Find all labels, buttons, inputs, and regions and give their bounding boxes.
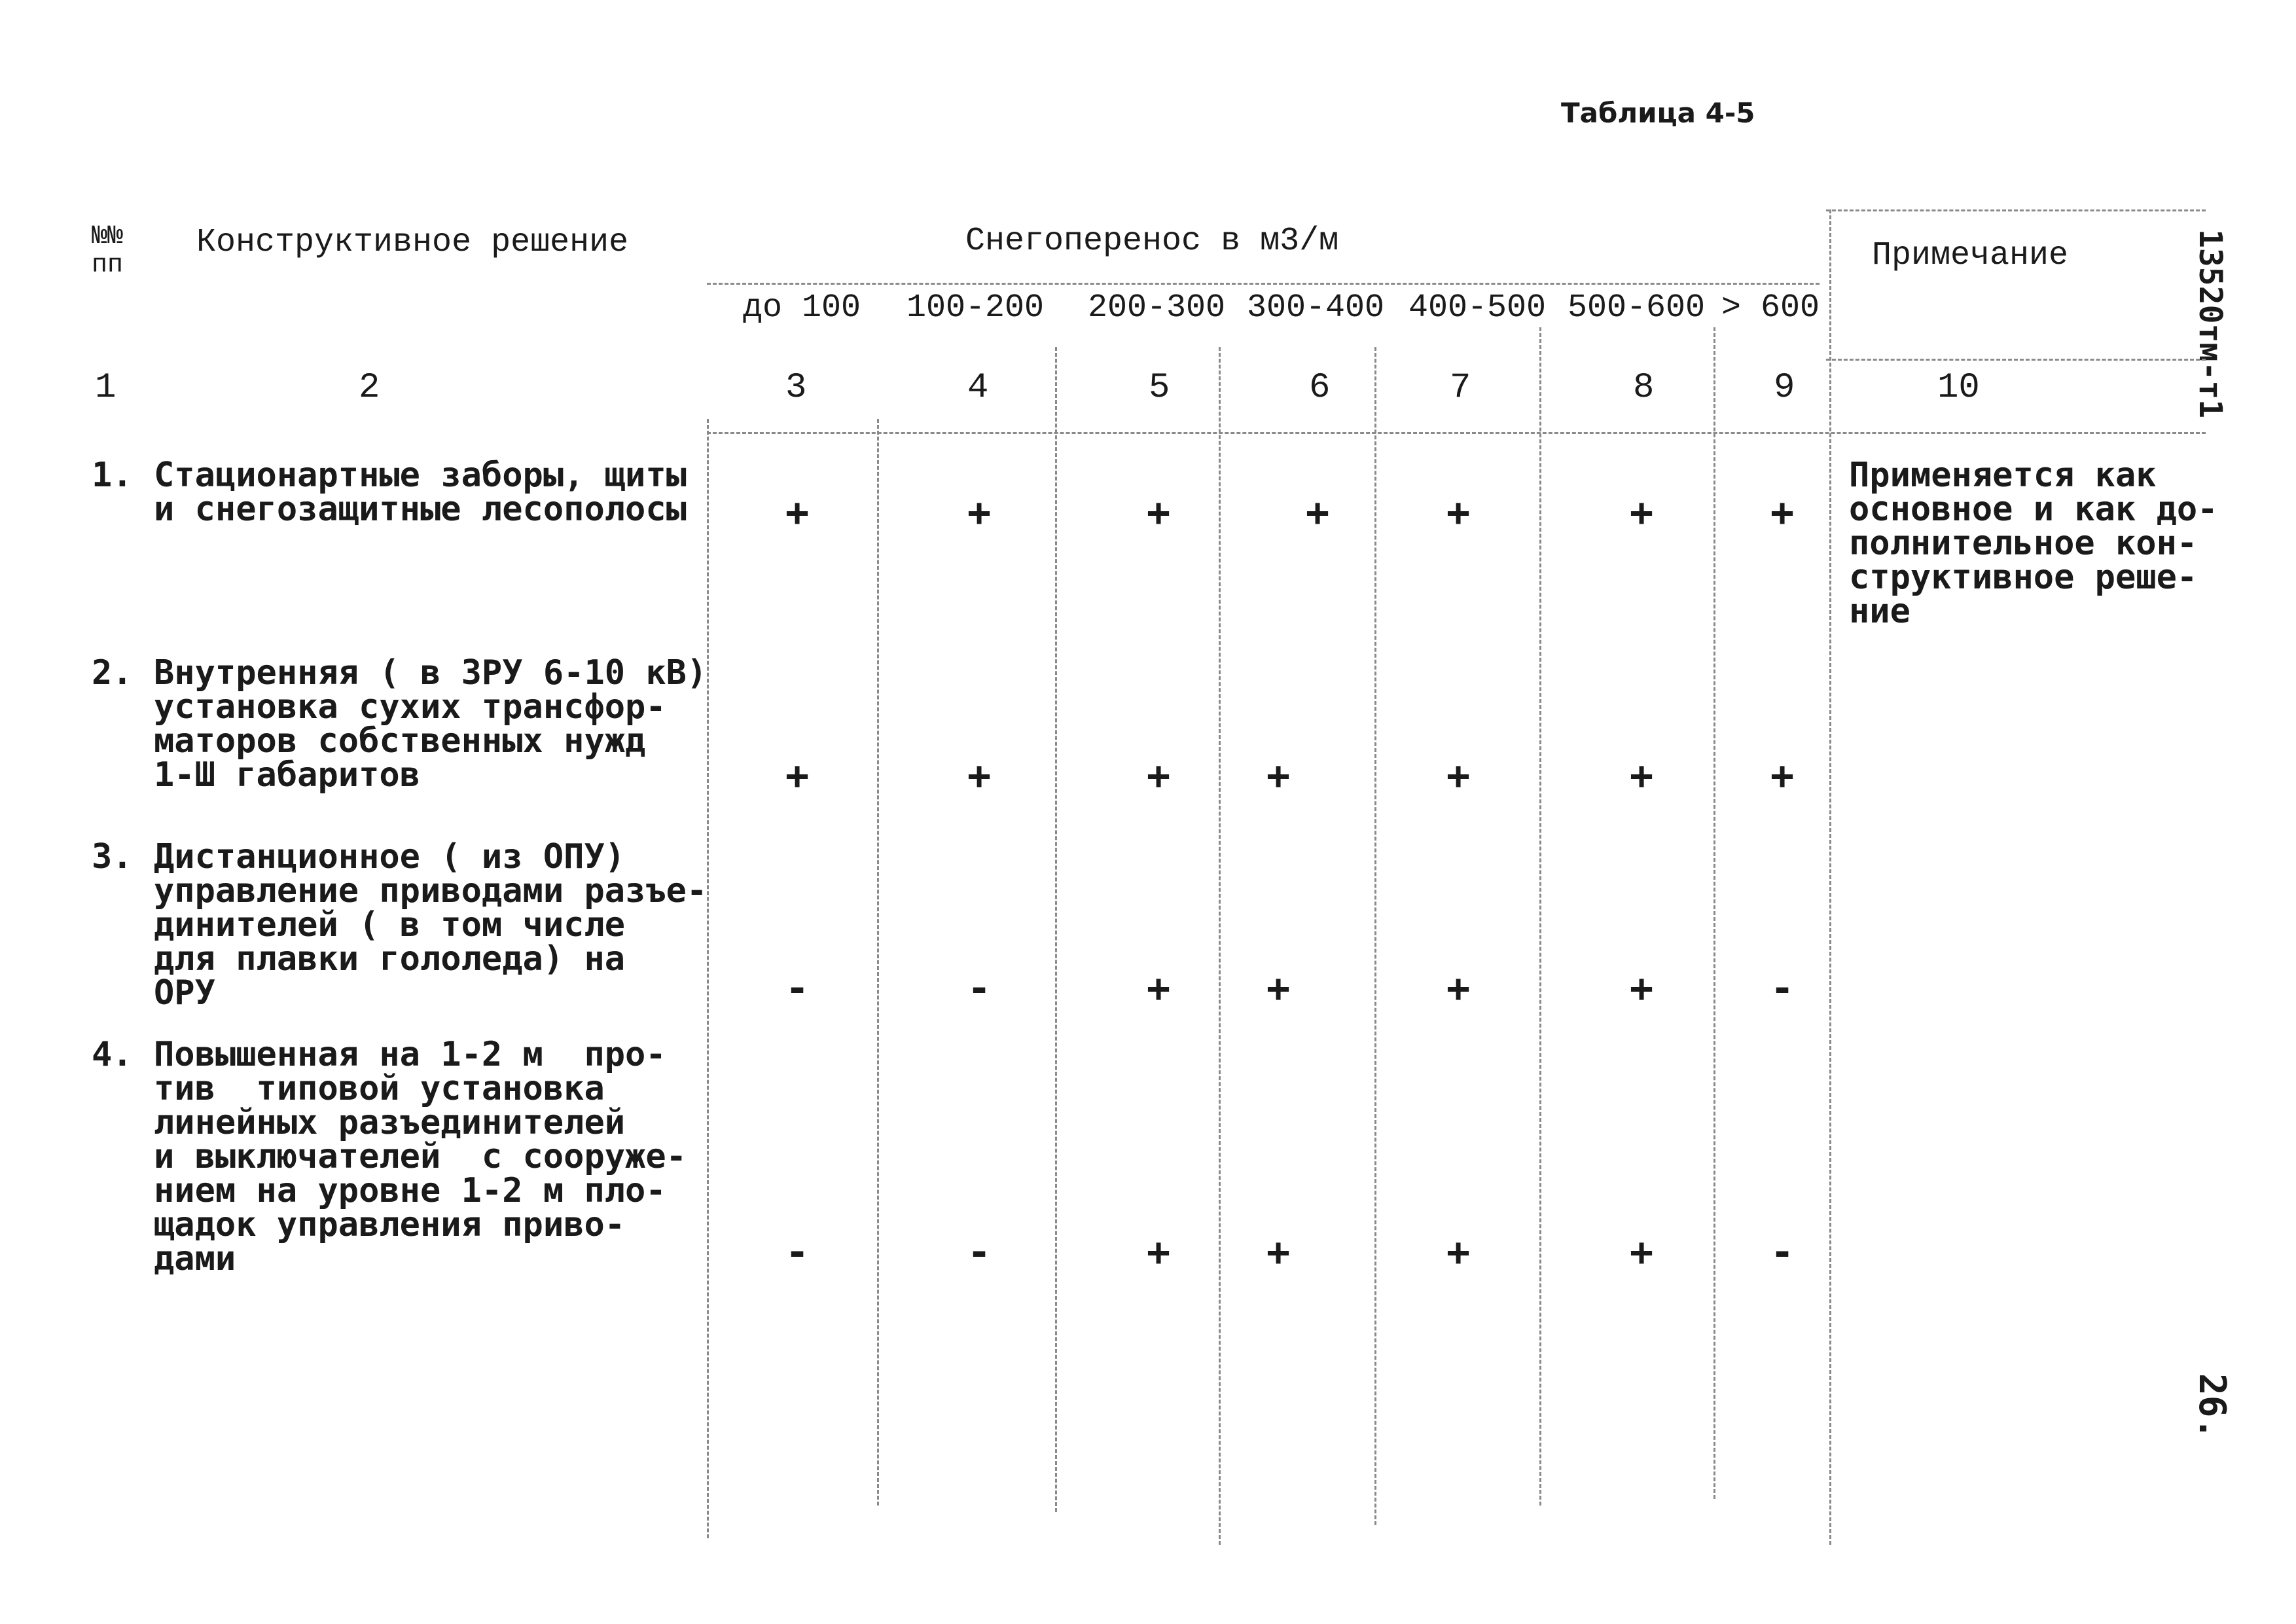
cell-value: +: [1630, 753, 1654, 799]
column-number: 5: [1149, 368, 1170, 408]
cell-value: +: [1630, 490, 1654, 535]
cell-value: -: [967, 965, 992, 1011]
range-header: 100-200: [906, 289, 1045, 327]
range-header: > 600: [1721, 289, 1820, 327]
column-number: 3: [785, 368, 807, 408]
column-number: 1: [95, 368, 117, 408]
row-number: 4.: [92, 1035, 133, 1074]
page-number: 26.: [2191, 1373, 2233, 1440]
column-divider: [707, 419, 709, 1538]
cell-value: +: [1147, 1229, 1171, 1275]
column-divider: [1219, 347, 1221, 1545]
cell-value: +: [1446, 1229, 1471, 1275]
cell-value: +: [1770, 753, 1795, 799]
range-header: 300-400: [1247, 289, 1385, 327]
cell-value: +: [1306, 490, 1330, 535]
header-col2-label: Конструктивное решение: [196, 224, 629, 261]
column-divider: [1829, 209, 1831, 1545]
column-divider: [1713, 327, 1715, 1499]
cell-value: +: [785, 753, 810, 799]
cell-value: +: [1630, 1229, 1654, 1275]
header-col1-label: №№ пп: [92, 222, 124, 280]
cell-value: +: [1266, 965, 1291, 1011]
row-text: Дистанционное ( из ОПУ) управление приводами разъе- динителей ( в том числе для плавки гололеда) на ОРУ: [154, 837, 708, 1013]
cell-value: +: [1446, 490, 1471, 535]
column-number: 2: [359, 368, 380, 408]
header-divider: [707, 432, 2206, 434]
row-text: Повышенная на 1-2 м про- тив типовой установка линейных разъединителей и выключателей с сооруже- нием на уровне 1-2 м пло- щадок управления приво- дами: [154, 1035, 687, 1278]
header-group-label: Снегоперенос в м3/м: [965, 223, 1339, 260]
range-header: до 100: [743, 289, 861, 327]
range-header: 500-600: [1568, 289, 1706, 327]
cell-value: +: [1266, 753, 1291, 799]
cell-value: -: [785, 965, 810, 1011]
cell-value: +: [1446, 965, 1471, 1011]
cell-value: -: [1770, 965, 1795, 1011]
cell-value: +: [1147, 490, 1171, 535]
range-header: 200-300: [1088, 289, 1226, 327]
column-divider: [1539, 327, 1541, 1506]
column-number: 10: [1937, 368, 1980, 408]
column-divider: [1374, 347, 1376, 1525]
cell-value: +: [967, 490, 992, 535]
cell-value: +: [1147, 965, 1171, 1011]
column-number: 6: [1309, 368, 1331, 408]
cell-value: -: [967, 1229, 992, 1275]
header-divider: [707, 283, 1820, 285]
row-text: Стационартные заборы, щиты и снегозащитные лесополосы: [154, 456, 687, 529]
row-text: Внутренняя ( в ЗРУ 6-10 кВ) установка сухих трансфор- маторов собственных нужд 1-Ш габаритов: [154, 653, 708, 795]
cell-value: +: [1147, 753, 1171, 799]
header-divider: [1826, 359, 2206, 361]
cell-value: +: [1630, 965, 1654, 1011]
cell-value: +: [1770, 490, 1795, 535]
column-number: 9: [1774, 368, 1795, 408]
table-title: Таблица 4-5: [1561, 97, 1755, 129]
column-number: 7: [1450, 368, 1471, 408]
cell-value: +: [1266, 1229, 1291, 1275]
cell-value: +: [1446, 753, 1471, 799]
range-header: 400-500: [1408, 289, 1547, 327]
header-divider: [1826, 209, 2206, 211]
row-number: 3.: [92, 837, 133, 876]
column-divider: [877, 419, 879, 1506]
cell-value: -: [785, 1229, 810, 1275]
header-col10-label: Примечание: [1872, 237, 2069, 274]
row-number: 2.: [92, 653, 133, 693]
row-number: 1.: [92, 456, 133, 495]
cell-value: +: [785, 490, 810, 535]
row-note: Применяется как основное и как до- полнительное кон- структивное реше- ние: [1849, 456, 2218, 631]
column-number: 4: [967, 368, 989, 408]
column-number: 8: [1633, 368, 1655, 408]
cell-value: -: [1770, 1229, 1795, 1275]
document-code: 13520тм-т1: [2192, 229, 2229, 418]
cell-value: +: [967, 753, 992, 799]
column-divider: [1055, 347, 1057, 1512]
